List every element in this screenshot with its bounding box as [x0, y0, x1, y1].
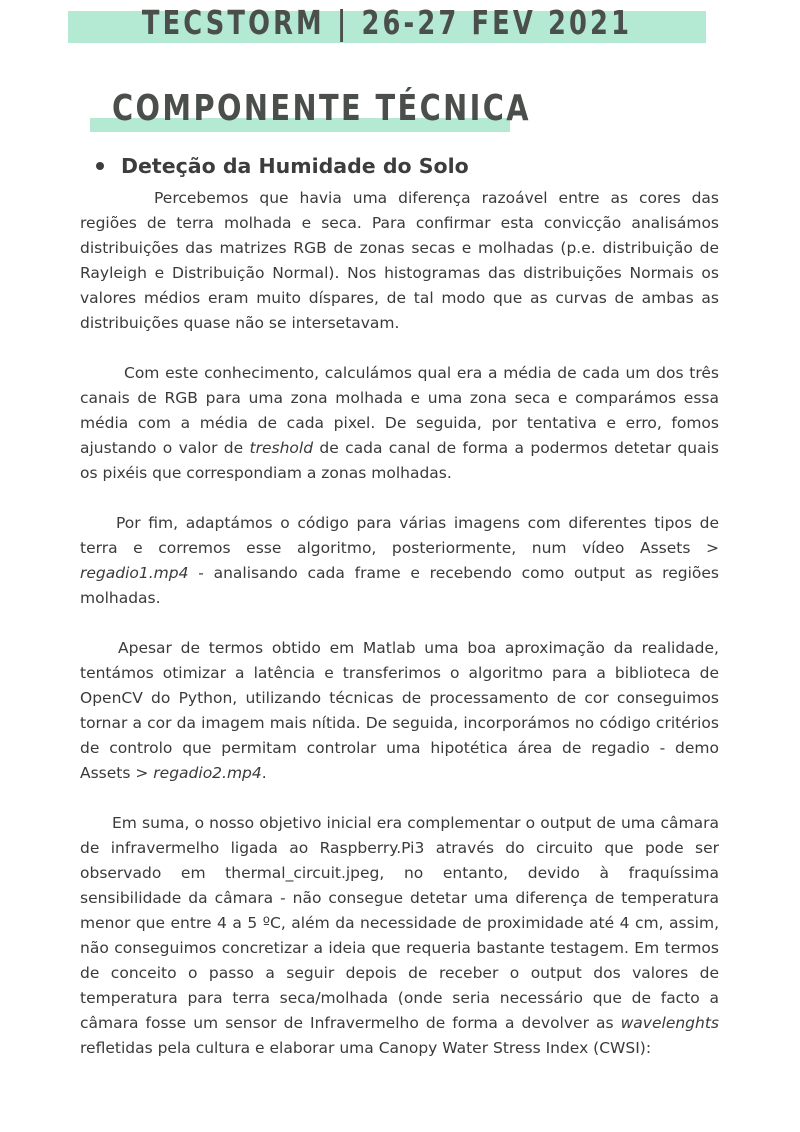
paragraph-5	[80, 811, 719, 1061]
paragraph-2-text-b: de cada canal de forma a podermos detetar quais os pixéis que correspondiam a zonas molhadas.	[80, 439, 719, 482]
paragraph-3-filename: regadio1.mp4	[80, 564, 189, 582]
paragraph-3	[80, 511, 719, 611]
paragraph-4-text-b: .	[261, 764, 267, 782]
bullet-icon	[96, 162, 104, 170]
paragraph-1-text: Percebemos que havia uma diferença razoável entre as cores das regiões de terra molhada e seca. Para confirmar esta convicção analisámos distribuições das matrizes RGB de zonas secas e molhadas (p.e. distribuição de Rayleigh e Distribuição Normal). Nos histogramas das distribuições Normais os valores médios eram muito díspares, de tal modo que as curvas de ambas as distribuições quase não se intersetavam.	[80, 189, 719, 332]
section-title: COMPONENTE TÉCNICA	[112, 88, 531, 129]
paragraph-4-filename: regadio2.mp4	[153, 764, 262, 782]
bullet-subheading	[96, 150, 469, 182]
paragraph-2-text-a: Com este conhecimento, calculámos qual era a média de cada um dos três canais de RGB para uma zona molhada e uma zona seca e comparámos essa média com a média de cada pixel. De seguida, por tentativa e erro, fomos ajustando o valor de	[80, 364, 719, 457]
body-content	[80, 186, 719, 1086]
paragraph-5-text-a: Em suma, o nosso objetivo inicial era complementar o output de uma câmara de infravermelho ligada ao Raspberry.Pi3 através do circuito que pode ser observado em thermal_circuit.jpeg, no entanto, devido à fraquíssima sensibilidade da câmara - não consegue detetar uma diferença de temperatura menor que entre 4 a 5 ºC, além da necessidade de proximidade até 4 cm, assim, não conseguimos concretizar a ideia que requeria bastante testagem. Em termos de conceito o passo a seguir depois de receber o output dos valores de temperatura para terra seca/molhada (onde seria necessário que de facto a câmara fosse um sensor de Infravermelho de forma a devolver as	[80, 814, 719, 1032]
page-header-title: TECSTORM | 26-27 FEV 2021	[141, 3, 633, 42]
paragraph-1	[80, 186, 719, 336]
paragraph-5-text-b: refletidas pela cultura e elaborar uma Canopy Water Stress Index (CWSI):	[80, 1039, 652, 1057]
paragraph-2-term: treshold	[249, 439, 314, 457]
paragraph-2	[80, 361, 719, 486]
paragraph-4	[80, 636, 719, 786]
paragraph-3-text-b: - analisando cada frame e recebendo como output as regiões molhadas.	[80, 564, 719, 607]
paragraph-4-text-a: Apesar de termos obtido em Matlab uma boa aproximação da realidade, tentámos otimizar a latência e transferimos o algoritmo para a biblioteca de OpenCV do Python, utilizando técnicas de processamento de cor conseguimos tornar a cor da imagem mais nítida. De seguida, incorporámos no código critérios de controlo que permitam controlar uma hipotética área de regadio - demo Assets >	[80, 639, 719, 782]
paragraph-3-text-a: Por fim, adaptámos o código para várias imagens com diferentes tipos de terra e corremos esse algoritmo, posteriormente, num vídeo Assets >	[80, 514, 719, 557]
paragraph-5-term: wavelenghts	[620, 1014, 719, 1032]
subheading-text: Deteção da Humidade do Solo	[121, 154, 469, 178]
